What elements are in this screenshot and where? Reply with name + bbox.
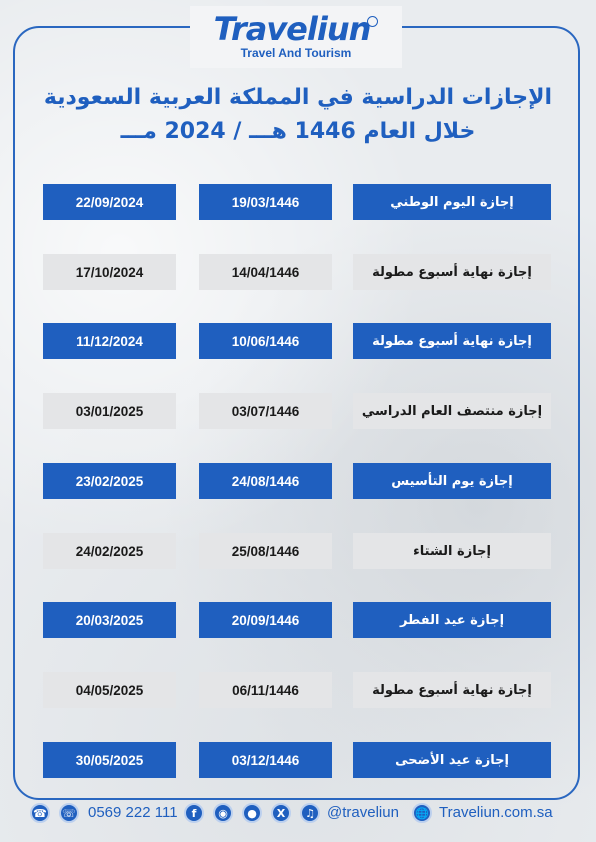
phone-number[interactable]: 0569 222 111 bbox=[88, 804, 178, 821]
holiday-row bbox=[0, 254, 596, 290]
holiday-name: إجازة عيد الفطر bbox=[353, 602, 551, 638]
hijri-date: 10/06/1446 bbox=[199, 323, 332, 359]
hijri-date: 03/12/1446 bbox=[199, 742, 332, 778]
gregorian-date: 04/05/2025 bbox=[43, 672, 176, 708]
gregorian-date: 03/01/2025 bbox=[43, 393, 176, 429]
website-link[interactable]: Traveliun.com.sa bbox=[439, 804, 553, 821]
holiday-name: إجازة عيد الأضحى bbox=[353, 742, 551, 778]
hijri-date: 14/04/1446 bbox=[199, 254, 332, 290]
hijri-date: 06/11/1446 bbox=[199, 672, 332, 708]
contact-footer bbox=[0, 799, 596, 827]
hijri-date: 24/08/1446 bbox=[199, 463, 332, 499]
snapchat-icon[interactable]: ● bbox=[242, 803, 262, 823]
gregorian-date: 11/12/2024 bbox=[43, 323, 176, 359]
gregorian-date: 30/05/2025 bbox=[43, 742, 176, 778]
globe-mark-icon bbox=[367, 16, 378, 27]
page-subtitle: خلال العام 1446 هـــ / 2024 مـــ bbox=[120, 119, 476, 144]
brand-logo bbox=[190, 6, 402, 68]
holiday-row bbox=[0, 184, 596, 220]
brand-name: Traveliun bbox=[213, 10, 371, 48]
holiday-row bbox=[0, 393, 596, 429]
hijri-date: 25/08/1446 bbox=[199, 533, 332, 569]
facebook-icon[interactable]: f bbox=[184, 803, 204, 823]
hijri-date: 19/03/1446 bbox=[199, 184, 332, 220]
gregorian-date: 23/02/2025 bbox=[43, 463, 176, 499]
gregorian-date: 17/10/2024 bbox=[43, 254, 176, 290]
hijri-date: 03/07/1446 bbox=[199, 393, 332, 429]
hijri-date: 20/09/1446 bbox=[199, 602, 332, 638]
page-title: الإجازات الدراسية في المملكة العربية السعودية bbox=[43, 85, 553, 110]
holiday-name: إجازة اليوم الوطني bbox=[353, 184, 551, 220]
instagram-icon[interactable]: ◉ bbox=[213, 803, 233, 823]
globe-icon[interactable]: 🌐 bbox=[412, 803, 432, 823]
phone-icon[interactable]: ☎ bbox=[30, 803, 50, 823]
holiday-row bbox=[0, 602, 596, 638]
holiday-row bbox=[0, 463, 596, 499]
gregorian-date: 22/09/2024 bbox=[43, 184, 176, 220]
whatsapp-icon[interactable]: ☏ bbox=[59, 803, 79, 823]
x-icon[interactable]: X bbox=[271, 803, 291, 823]
holiday-name: إجازة الشتاء bbox=[353, 533, 551, 569]
brand-tagline: Travel And Tourism bbox=[240, 46, 352, 60]
gregorian-date: 20/03/2025 bbox=[43, 602, 176, 638]
holiday-name: إجازة يوم التأسيس bbox=[353, 463, 551, 499]
holiday-row bbox=[0, 533, 596, 569]
holiday-name: إجازة نهاية أسبوع مطولة bbox=[353, 672, 551, 708]
gregorian-date: 24/02/2025 bbox=[43, 533, 176, 569]
holiday-name: إجازة نهاية أسبوع مطولة bbox=[353, 254, 551, 290]
holiday-name: إجازة نهاية أسبوع مطولة bbox=[353, 323, 551, 359]
holiday-row bbox=[0, 672, 596, 708]
holiday-row bbox=[0, 742, 596, 778]
social-handle[interactable]: @traveliun bbox=[327, 804, 399, 821]
tiktok-icon[interactable]: ♫ bbox=[300, 803, 320, 823]
holiday-row bbox=[0, 323, 596, 359]
holiday-name: إجازة منتصف العام الدراسي bbox=[353, 393, 551, 429]
